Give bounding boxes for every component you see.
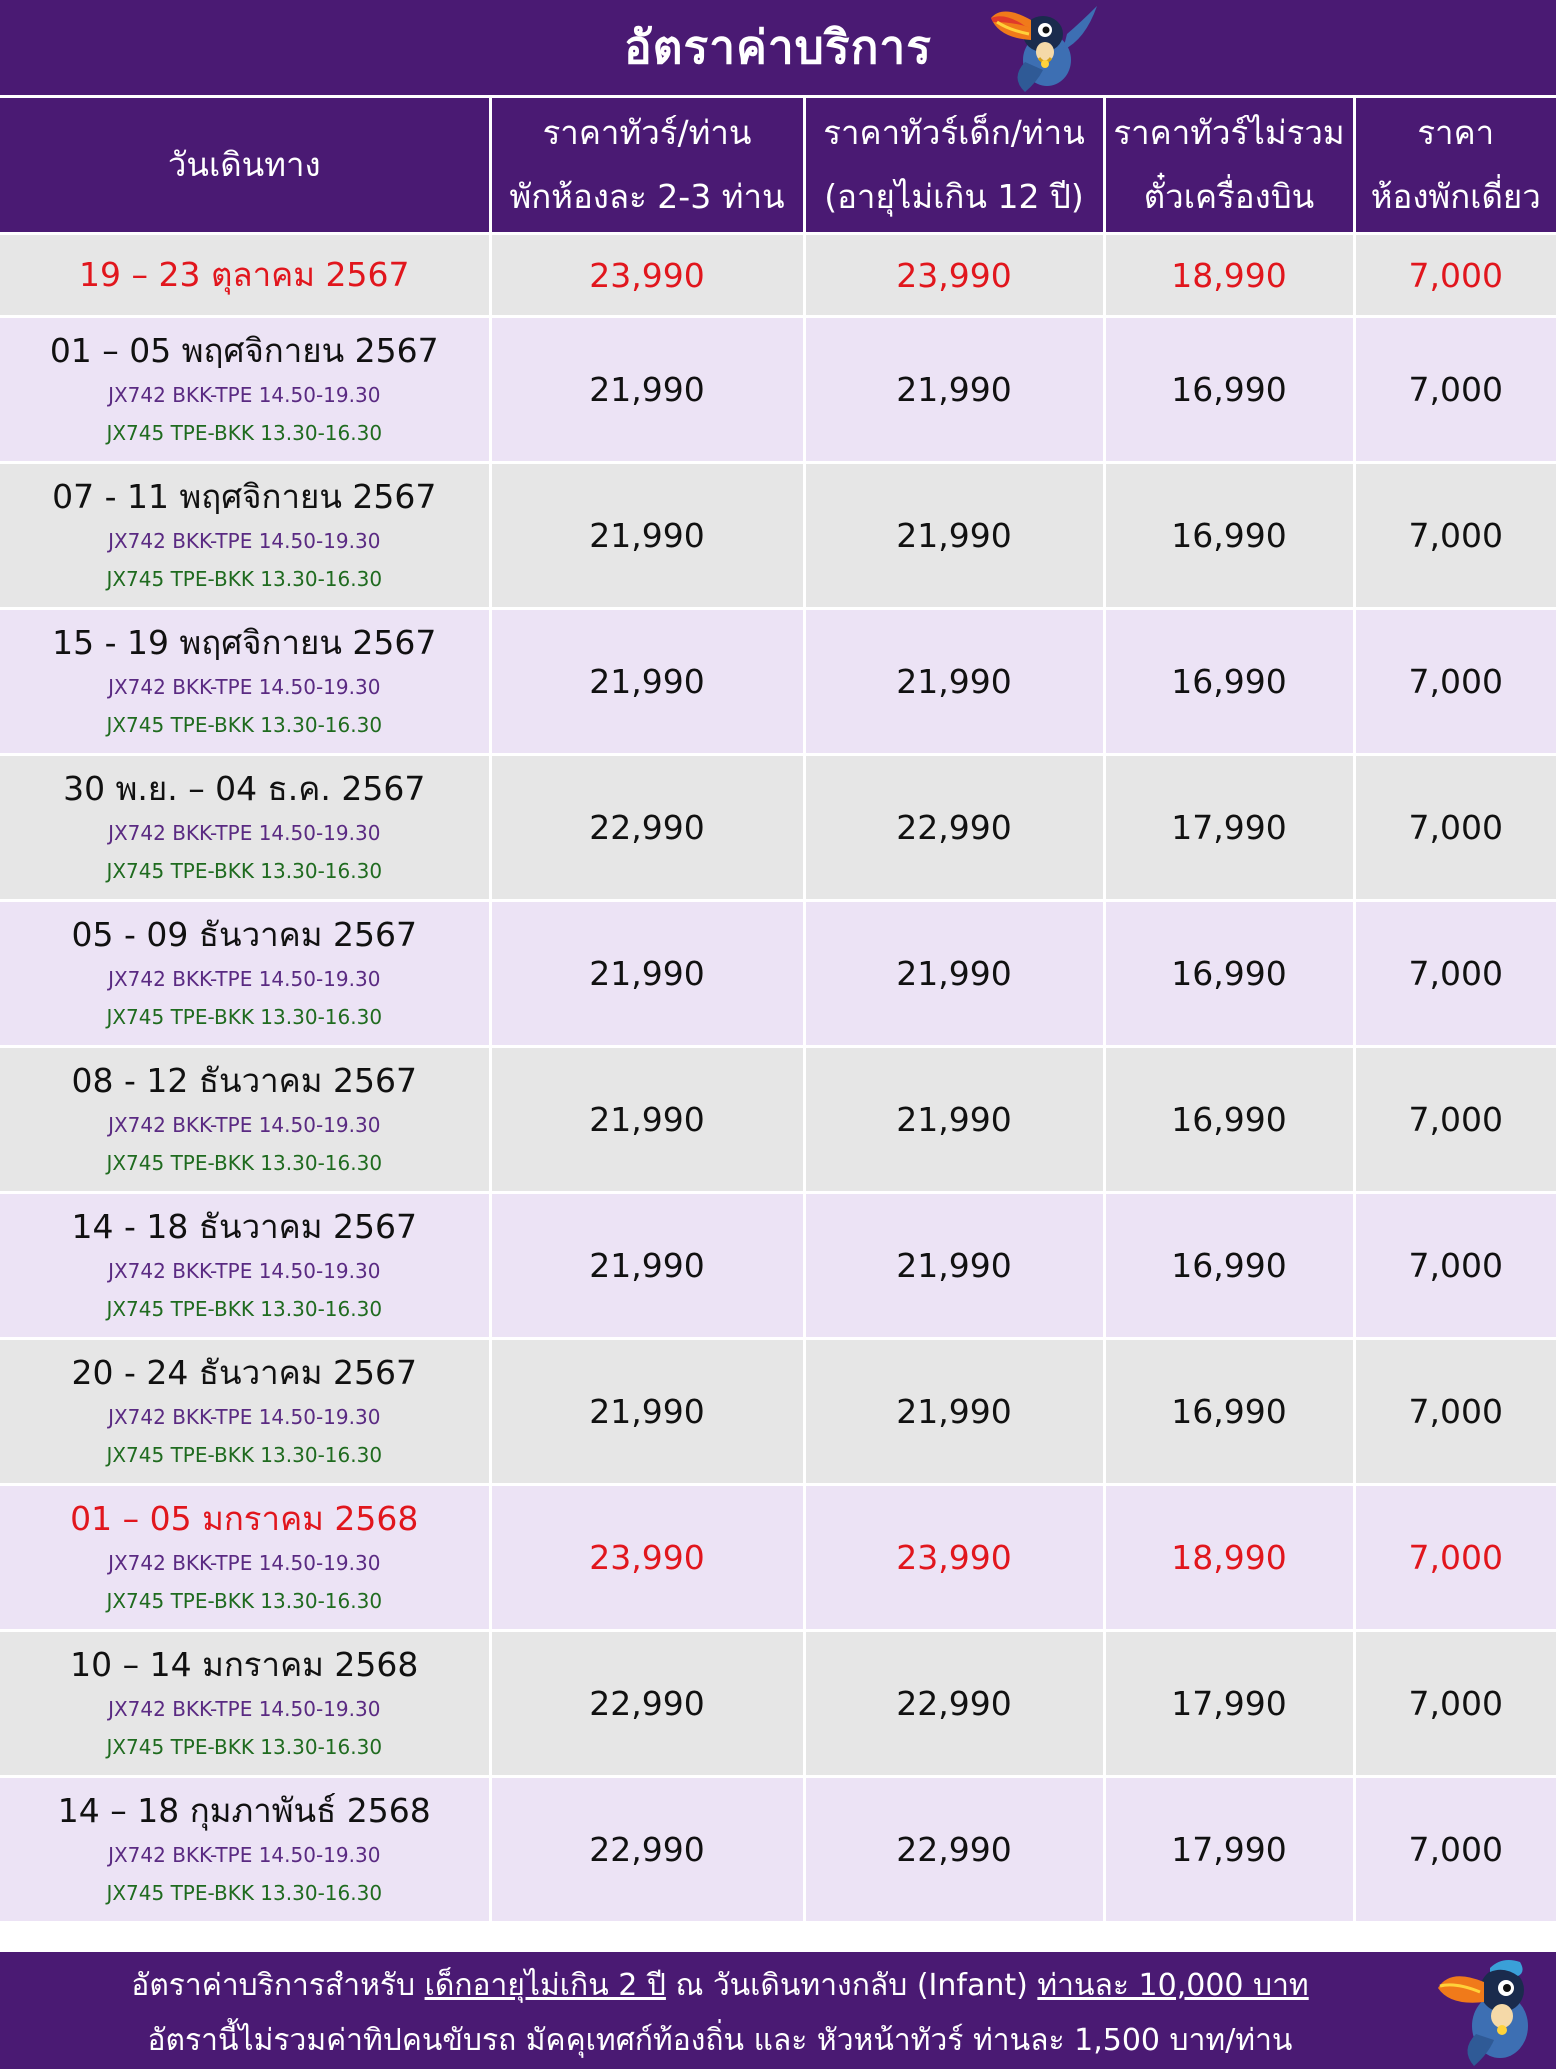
adult-price-cell: 21,990 xyxy=(490,1047,804,1193)
travel-date: 14 – 18 กุมภาพันธ์ 2568 xyxy=(57,1790,431,1830)
no-ticket-price-cell: 16,990 xyxy=(1104,317,1354,463)
travel-date: 07 - 11 พฤศจิกายน 2567 xyxy=(52,476,437,516)
no-ticket-price-cell: 16,990 xyxy=(1104,1047,1354,1193)
rates-table xyxy=(0,98,1556,1924)
date-cell xyxy=(0,317,490,463)
table-row xyxy=(0,1777,1556,1923)
child-price-cell: 22,990 xyxy=(804,755,1104,901)
single-room-cell: 7,000 xyxy=(1354,1485,1556,1631)
child-price-cell: 22,990 xyxy=(804,1631,1104,1777)
no-ticket-price-cell: 16,990 xyxy=(1104,463,1354,609)
travel-date: 01 – 05 พฤศจิกายน 2567 xyxy=(49,330,439,370)
child-price-cell: 21,990 xyxy=(804,1193,1104,1339)
outbound-flight: JX742 BKK-TPE 14.50-19.30 xyxy=(108,820,381,845)
title-bar xyxy=(0,0,1556,95)
return-flight: JX745 TPE-BKK 13.30-16.30 xyxy=(106,1880,383,1905)
adult-price-cell: 21,990 xyxy=(490,1339,804,1485)
child-price-cell: 23,990 xyxy=(804,1485,1104,1631)
single-room-cell: 7,000 xyxy=(1354,234,1556,317)
date-cell xyxy=(0,1631,490,1777)
outbound-flight: JX742 BKK-TPE 14.50-19.30 xyxy=(108,382,381,407)
table-row xyxy=(0,1047,1556,1193)
travel-date: 14 - 18 ธันวาคม 2567 xyxy=(71,1206,417,1246)
child-price-cell: 21,990 xyxy=(804,1047,1104,1193)
no-ticket-price-cell: 17,990 xyxy=(1104,1777,1354,1923)
outbound-flight: JX742 BKK-TPE 14.50-19.30 xyxy=(108,1696,381,1721)
return-flight: JX745 TPE-BKK 13.30-16.30 xyxy=(106,420,383,445)
return-flight: JX745 TPE-BKK 13.30-16.30 xyxy=(106,1588,383,1613)
single-room-cell: 7,000 xyxy=(1354,463,1556,609)
date-cell xyxy=(0,1047,490,1193)
table-row xyxy=(0,317,1556,463)
outbound-flight: JX742 BKK-TPE 14.50-19.30 xyxy=(108,966,381,991)
outbound-flight: JX742 BKK-TPE 14.50-19.30 xyxy=(108,1404,381,1429)
infant-rate-note: อัตราค่าบริการสำหรับ เด็กอายุไม่เกิน 2 ปี ณ วันเดินทางกลับ (Infant) ท่านละ 10,000 บาท xyxy=(131,1968,1309,2003)
no-ticket-price-cell: 16,990 xyxy=(1104,1339,1354,1485)
header-travel-date: วันเดินทาง xyxy=(0,98,490,234)
table-header-row xyxy=(0,98,1556,234)
travel-date: 20 - 24 ธันวาคม 2567 xyxy=(71,1352,417,1392)
child-price-cell: 21,990 xyxy=(804,463,1104,609)
travel-date: 19 – 23 ตุลาคม 2567 xyxy=(79,255,410,294)
table-row xyxy=(0,463,1556,609)
travel-date: 08 - 12 ธันวาคม 2567 xyxy=(71,1060,417,1100)
table-row xyxy=(0,755,1556,901)
outbound-flight: JX742 BKK-TPE 14.50-19.30 xyxy=(108,674,381,699)
outbound-flight: JX742 BKK-TPE 14.50-19.30 xyxy=(108,1258,381,1283)
toucan-mascot-icon xyxy=(985,0,1105,95)
infant-price-label: ท่านละ 10,000 บาท xyxy=(1037,1968,1309,2003)
child-price-cell: 21,990 xyxy=(804,901,1104,1047)
table-row xyxy=(0,1339,1556,1485)
table-row xyxy=(0,609,1556,755)
single-room-cell: 7,000 xyxy=(1354,1193,1556,1339)
outbound-flight: JX742 BKK-TPE 14.50-19.30 xyxy=(108,1112,381,1137)
no-ticket-price-cell: 18,990 xyxy=(1104,234,1354,317)
return-flight: JX745 TPE-BKK 13.30-16.30 xyxy=(106,1296,383,1321)
child-price-cell: 21,990 xyxy=(804,317,1104,463)
travel-date: 30 พ.ย. – 04 ธ.ค. 2567 xyxy=(63,768,426,808)
travel-date: 01 – 05 มกราคม 2568 xyxy=(70,1498,419,1538)
toucan-mascot-icon xyxy=(1430,1954,1550,2069)
no-ticket-price-cell: 16,990 xyxy=(1104,609,1354,755)
single-room-cell: 7,000 xyxy=(1354,1777,1556,1923)
single-room-cell: 7,000 xyxy=(1354,1339,1556,1485)
single-room-cell: 7,000 xyxy=(1354,1631,1556,1777)
infant-age-label: เด็กอายุไม่เกิน 2 ปี xyxy=(424,1968,666,2003)
table-row xyxy=(0,1193,1556,1339)
adult-price-cell: 22,990 xyxy=(490,755,804,901)
header-adult-price: ราคาทัวร์/ท่าน พักห้องละ 2-3 ท่าน xyxy=(490,98,804,234)
child-price-cell: 21,990 xyxy=(804,609,1104,755)
outbound-flight: JX742 BKK-TPE 14.50-19.30 xyxy=(108,1842,381,1867)
child-price-cell: 22,990 xyxy=(804,1777,1104,1923)
return-flight: JX745 TPE-BKK 13.30-16.30 xyxy=(106,566,383,591)
single-room-cell: 7,000 xyxy=(1354,317,1556,463)
date-cell xyxy=(0,234,490,317)
no-ticket-price-cell: 18,990 xyxy=(1104,1485,1354,1631)
child-price-cell: 21,990 xyxy=(804,1339,1104,1485)
single-room-cell: 7,000 xyxy=(1354,901,1556,1047)
table-row xyxy=(0,234,1556,317)
date-cell xyxy=(0,1339,490,1485)
date-cell xyxy=(0,609,490,755)
header-child-price: ราคาทัวร์เด็ก/ท่าน (อายุไม่เกิน 12 ปี) xyxy=(804,98,1104,234)
tip-note: อัตรานี้ไม่รวมค่าทิปคนขับรถ มัคคุเทศก์ท้องถิ่น และ หัวหน้าทัวร์ ท่านละ 1,500 บาท/ท่าน xyxy=(147,2023,1293,2058)
no-ticket-price-cell: 16,990 xyxy=(1104,901,1354,1047)
date-cell xyxy=(0,463,490,609)
adult-price-cell: 23,990 xyxy=(490,1485,804,1631)
date-cell xyxy=(0,901,490,1047)
adult-price-cell: 23,990 xyxy=(490,234,804,317)
return-flight: JX745 TPE-BKK 13.30-16.30 xyxy=(106,858,383,883)
outbound-flight: JX742 BKK-TPE 14.50-19.30 xyxy=(108,1550,381,1575)
adult-price-cell: 21,990 xyxy=(490,901,804,1047)
table-row xyxy=(0,901,1556,1047)
single-room-cell: 7,000 xyxy=(1354,609,1556,755)
adult-price-cell: 21,990 xyxy=(490,463,804,609)
no-ticket-price-cell: 16,990 xyxy=(1104,1193,1354,1339)
date-cell xyxy=(0,1777,490,1923)
outbound-flight: JX742 BKK-TPE 14.50-19.30 xyxy=(108,528,381,553)
travel-date: 15 - 19 พฤศจิกายน 2567 xyxy=(52,622,437,662)
date-cell xyxy=(0,1193,490,1339)
single-room-cell: 7,000 xyxy=(1354,1047,1556,1193)
single-room-cell: 7,000 xyxy=(1354,755,1556,901)
adult-price-cell: 21,990 xyxy=(490,609,804,755)
return-flight: JX745 TPE-BKK 13.30-16.30 xyxy=(106,1150,383,1175)
no-ticket-price-cell: 17,990 xyxy=(1104,1631,1354,1777)
table-row xyxy=(0,1631,1556,1777)
date-cell xyxy=(0,1485,490,1631)
return-flight: JX745 TPE-BKK 13.30-16.30 xyxy=(106,1004,383,1029)
return-flight: JX745 TPE-BKK 13.30-16.30 xyxy=(106,1442,383,1467)
header-no-ticket-price: ราคาทัวร์ไม่รวม ตั๋วเครื่องบิน xyxy=(1104,98,1354,234)
adult-price-cell: 22,990 xyxy=(490,1777,804,1923)
no-ticket-price-cell: 17,990 xyxy=(1104,755,1354,901)
page-title: อัตราค่าบริการ xyxy=(624,20,932,74)
travel-date: 10 – 14 มกราคม 2568 xyxy=(70,1644,419,1684)
return-flight: JX745 TPE-BKK 13.30-16.30 xyxy=(106,712,383,737)
return-flight: JX745 TPE-BKK 13.30-16.30 xyxy=(106,1734,383,1759)
footer-notes xyxy=(0,1952,1556,2069)
travel-date: 05 - 09 ธันวาคม 2567 xyxy=(71,914,417,954)
adult-price-cell: 21,990 xyxy=(490,317,804,463)
header-single-room: ราคา ห้องพักเดี่ยว xyxy=(1354,98,1556,234)
adult-price-cell: 21,990 xyxy=(490,1193,804,1339)
date-cell xyxy=(0,755,490,901)
adult-price-cell: 22,990 xyxy=(490,1631,804,1777)
table-row xyxy=(0,1485,1556,1631)
child-price-cell: 23,990 xyxy=(804,234,1104,317)
